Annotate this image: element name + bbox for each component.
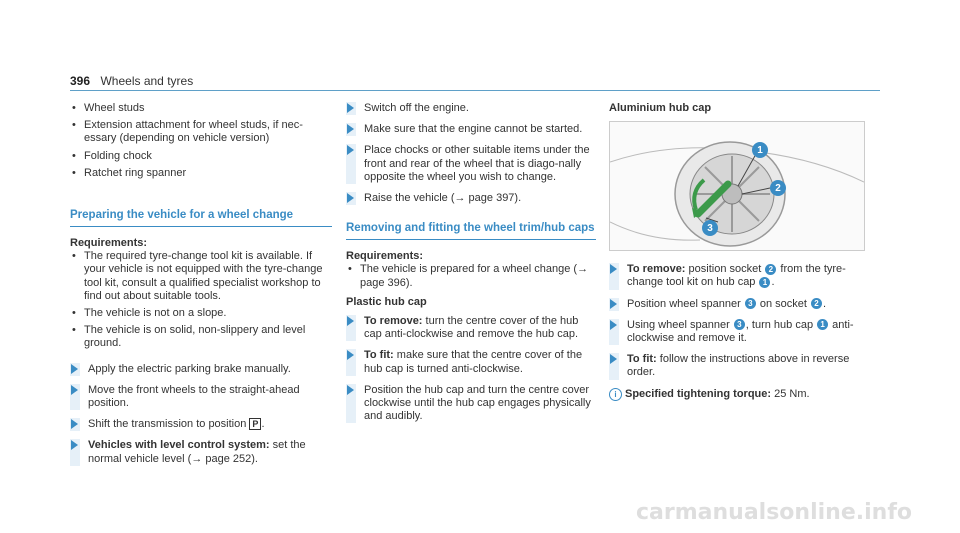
subheading: Plastic hub cap	[346, 295, 427, 308]
step-bold: To remove:	[364, 315, 423, 328]
subheading: Aluminium hub cap	[609, 102, 712, 114]
step-arrow-icon	[347, 193, 354, 203]
page-number: 396	[70, 74, 91, 88]
step-text: Using wheel spanner	[627, 318, 733, 331]
callout-badge: 3	[745, 298, 756, 309]
list-item: • Ratchet ring spanner	[70, 167, 332, 180]
step-arrow-icon	[347, 145, 354, 155]
step-text: anti-clockwise and remove it.	[627, 318, 854, 345]
step-arrow-icon	[347, 103, 354, 113]
step-arrow-icon	[347, 316, 354, 326]
step-arrow-icon	[347, 350, 354, 360]
step-text: , turn hub cap	[745, 318, 817, 331]
page-header	[70, 72, 880, 91]
step	[609, 298, 871, 311]
step-arrow-icon	[71, 364, 78, 374]
info-text: 25 Nm.	[771, 387, 810, 400]
step	[346, 384, 596, 424]
step-text: set the normal vehicle level (→ page 252).	[88, 439, 306, 465]
step-text: Move the front wheels to the straight-ahead position.	[88, 383, 300, 410]
step-text: position socket	[685, 263, 765, 276]
watermark: carmanualsonline.info	[636, 500, 912, 525]
step-text: Raise the vehicle (→ page 397).	[364, 192, 522, 205]
list-item: • Folding chock	[70, 150, 332, 163]
section-name: Wheels and tyres	[100, 74, 194, 88]
step-text: Switch off the engine.	[364, 102, 469, 114]
requirements-label: Requirements:	[346, 250, 424, 263]
step-text: .	[771, 276, 775, 289]
step	[70, 384, 332, 410]
step-text: .	[823, 297, 827, 310]
section-title: Preparing the vehicle for a wheel change	[70, 208, 332, 227]
step-arrow-icon	[610, 299, 617, 309]
callout-3-label: 3	[707, 223, 713, 235]
step	[346, 144, 596, 184]
column-1	[70, 102, 332, 474]
step-arrow-icon	[347, 385, 354, 395]
list-item: • Extension attachment for wheel studs, if nec-essary (depending on vehicle version)	[70, 119, 332, 145]
step	[346, 349, 596, 375]
step	[70, 363, 332, 376]
requirements-label: Requirements:	[70, 237, 148, 250]
info-icon: i	[609, 388, 622, 401]
step-text: Apply the electric parking brake manually.	[88, 362, 291, 375]
step	[70, 418, 332, 431]
tool-list	[70, 102, 332, 180]
column-3	[609, 102, 871, 401]
list-item: • Wheel studs	[70, 102, 332, 115]
callout-badge: 2	[765, 264, 776, 275]
step-arrow-icon	[347, 124, 354, 134]
info-note	[609, 388, 871, 401]
step-text: Place chocks or other suitable items under the front and rear of the wheel that is diago-nally opposite the wheel you wish to change.	[364, 144, 590, 183]
requirements-list	[346, 263, 596, 289]
step-text: .	[261, 418, 265, 431]
callout-badge: 1	[817, 319, 828, 330]
step-text: from the tyre-change tool kit on hub cap	[627, 263, 846, 289]
step-arrow-icon	[610, 264, 617, 274]
step-bold: To fit:	[364, 349, 394, 362]
step-text: Make sure that the engine cannot be started.	[364, 123, 583, 136]
step-arrow-icon	[610, 320, 617, 330]
step-text: follow the instructions above in reverse order.	[627, 353, 850, 379]
column-2	[346, 102, 596, 431]
step-bold: Vehicles with level control system:	[88, 439, 270, 452]
step	[346, 315, 596, 341]
requirements-list	[70, 250, 332, 350]
gear-p-symbol: P	[249, 418, 261, 430]
step	[346, 123, 596, 136]
step-text: make sure that the centre cover of the hub cap is turned anti-clockwise.	[364, 349, 583, 375]
step-arrow-icon	[71, 440, 78, 450]
step	[609, 319, 871, 345]
step-text: Position wheel spanner	[627, 297, 744, 310]
step-text: Shift the transmission to position	[88, 418, 250, 431]
callout-badge: 2	[811, 298, 822, 309]
list-item: • The vehicle is on solid, non-slippery and level ground.	[70, 324, 332, 350]
step	[609, 263, 871, 289]
callout-1-label: 1	[757, 145, 763, 157]
list-item: • The vehicle is not on a slope.	[70, 307, 332, 320]
list-item: • The vehicle is prepared for a wheel change (→ page 396).	[346, 263, 596, 289]
step-text: turn the centre cover of the hub cap anti-clockwise and remove the hub cap.	[364, 315, 579, 341]
wheel-illustration	[610, 122, 864, 250]
step-arrow-icon	[610, 354, 617, 364]
section-title: Removing and fitting the wheel trim/hub caps	[346, 221, 596, 240]
step	[346, 192, 596, 205]
wheel-figure	[609, 121, 865, 251]
step-bold: To fit:	[627, 353, 657, 366]
callout-badge: 3	[734, 319, 745, 330]
step-text: Position the hub cap and turn the centre cover clockwise until the hub cap engages physically and audibly.	[364, 383, 591, 423]
step-bold: To remove:	[627, 263, 686, 276]
info-bold: Specified tightening torque:	[625, 387, 772, 400]
callout-badge: 1	[759, 277, 770, 288]
step	[609, 353, 871, 379]
step	[346, 102, 596, 115]
step	[70, 439, 332, 465]
step-arrow-icon	[71, 385, 78, 395]
callout-2-label: 2	[775, 183, 781, 195]
list-item: • The required tyre-change tool kit is available. If your vehicle is not equipped with the tyre-change tool kit, consult a qualified specialist workshop to find out about suitable tools.	[70, 250, 332, 303]
step-text: on socket	[756, 297, 810, 310]
step-arrow-icon	[71, 419, 78, 429]
